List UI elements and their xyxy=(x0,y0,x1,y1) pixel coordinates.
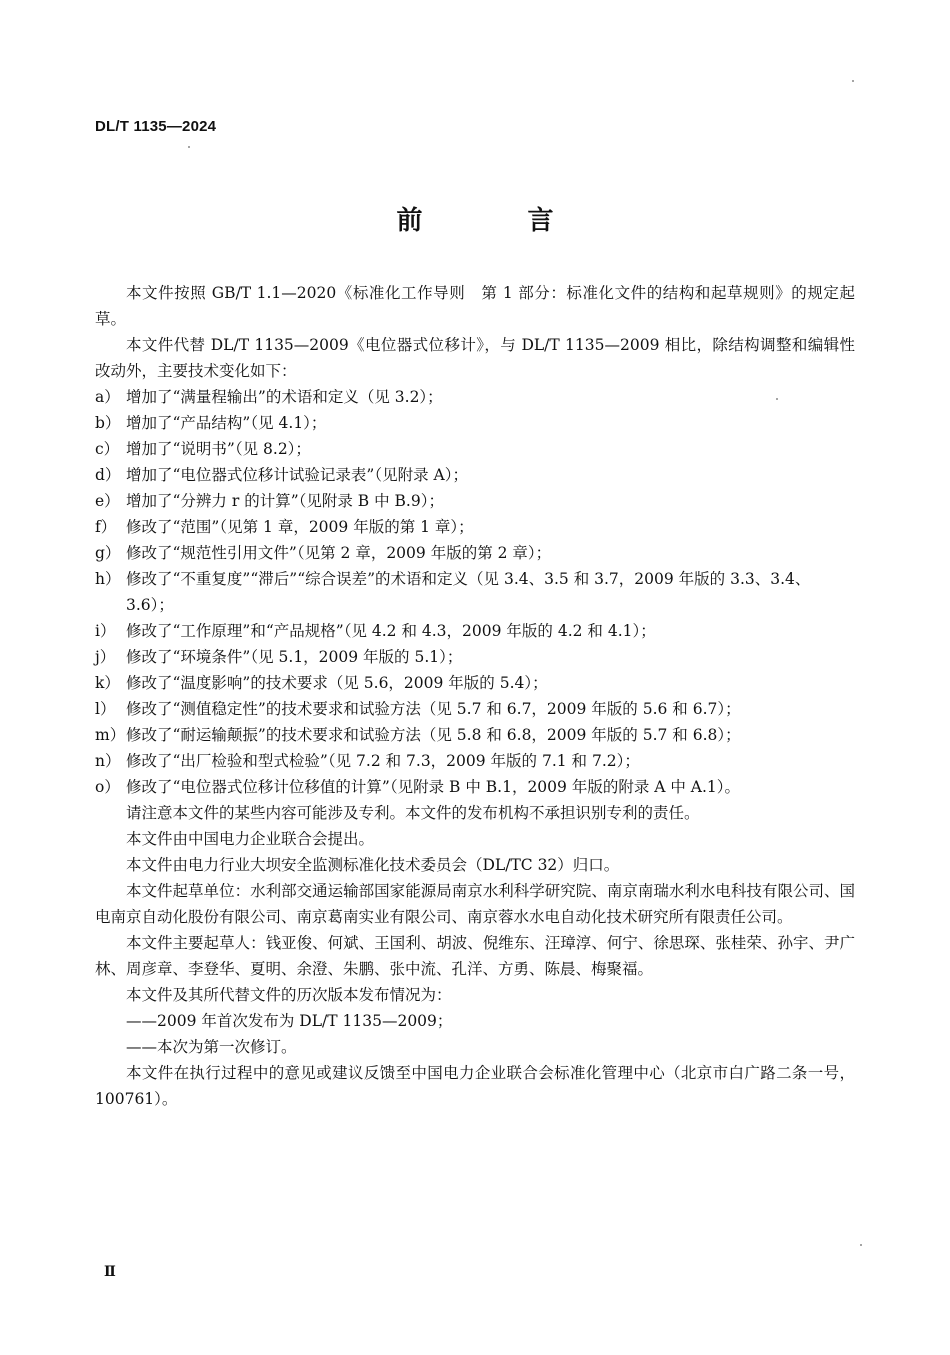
list-label: k） xyxy=(95,674,120,692)
list-item xyxy=(95,722,855,748)
page-number: Ⅱ xyxy=(104,1264,116,1280)
preface-body xyxy=(95,280,855,1112)
list-text: 修改了“测值稳定性”的技术要求和试验方法（见 5.7 和 6.7，2009 年版的 5.6 和 6.7）； xyxy=(126,700,741,718)
list-text: 增加了“电位器式位移计试验记录表”（见附录 A）； xyxy=(126,466,468,484)
committee-paragraph: 本文件由电力行业大坝安全监测标准化技术委员会（DL/TC 32）归口。 xyxy=(126,856,620,874)
list-item xyxy=(95,748,855,774)
intro-paragraph-1: 本文件按照 GB/T 1.1—2020《标准化工作导则 第 1 部分：标准化文件的结构和起草规则》的规定起草。 xyxy=(95,284,855,328)
list-text: 修改了“工作原理”和“产品规格”（见 4.2 和 4.3，2009 年版的 4.2 和 4.1）； xyxy=(126,622,656,640)
list-item xyxy=(95,566,855,618)
list-item xyxy=(95,462,855,488)
list-label: b） xyxy=(95,414,121,432)
list-text: 修改了“环境条件”（见 5.1，2009 年版的 5.1）； xyxy=(126,648,463,666)
list-item xyxy=(95,514,855,540)
list-label: l） xyxy=(95,700,116,718)
list-label: a） xyxy=(95,388,120,406)
list-text: 修改了“范围”（见第 1 章，2009 年版的第 1 章）； xyxy=(126,518,474,536)
history-intro-paragraph: 本文件及其所代替文件的历次版本发布情况为： xyxy=(126,986,452,1004)
list-label: g） xyxy=(95,544,121,562)
document-code: DL/T 1135—2024 xyxy=(95,118,217,135)
scan-speck xyxy=(188,146,190,148)
scan-speck xyxy=(852,80,854,82)
list-item xyxy=(95,540,855,566)
list-label: i） xyxy=(95,622,116,640)
page-title: 前 言 xyxy=(396,206,602,236)
proposer-paragraph: 本文件由中国电力企业联合会提出。 xyxy=(126,830,375,848)
list-item xyxy=(95,436,855,462)
list-label: d） xyxy=(95,466,121,484)
list-item xyxy=(95,696,855,722)
list-item xyxy=(95,644,855,670)
list-label: j） xyxy=(95,648,116,666)
list-text: 修改了“不重复度”“滞后”“综合误差”的术语和定义（见 3.4、3.5 和 3.7，2009 年版的 3.3、3.4、3.6）； xyxy=(126,570,811,614)
list-text: 修改了“电位器式位移计位移值的计算”（见附录 B 中 B.1，2009 年版的附录 A 中 A.1）。 xyxy=(126,778,741,796)
list-item xyxy=(95,618,855,644)
list-text: 修改了“温度影响”的技术要求（见 5.6，2009 年版的 5.4）； xyxy=(126,674,548,692)
scan-speck xyxy=(776,398,778,400)
list-item xyxy=(95,670,855,696)
list-text: 增加了“分辨力 r 的计算”（见附录 B 中 B.9）； xyxy=(126,492,444,510)
list-label: e） xyxy=(95,492,120,510)
list-text: 修改了“出厂检验和型式检验”（见 7.2 和 7.3，2009 年版的 7.1 和 7.2）； xyxy=(126,752,640,770)
list-label: o） xyxy=(95,778,120,796)
drafting-units-paragraph: 本文件起草单位：水利部交通运输部国家能源局南京水利科学研究院、南京南瑞水利水电科技有限公司、国电南京自动化股份有限公司、南京葛南实业有限公司、南京蓉水水电自动化技术研究所有限责任公司。 xyxy=(95,882,855,926)
list-label: f） xyxy=(95,518,117,536)
intro-paragraph-2: 本文件代替 DL/T 1135—2009《电位器式位移计》，与 DL/T 1135—2009 相比，除结构调整和编辑性改动外，主要技术变化如下： xyxy=(95,336,855,380)
history-item: ——本次为第一次修订。 xyxy=(126,1038,297,1056)
drafters-paragraph: 本文件主要起草人：钱亚俊、何斌、王国利、胡波、倪维东、汪璋淳、何宁、徐思琛、张桂荣、孙宇、尹广林、周彦章、李登华、夏明、余澄、朱鹏、张中流、孔洋、方勇、陈晨、梅聚福。 xyxy=(95,934,855,978)
list-text: 修改了“规范性引用文件”（见第 2 章，2009 年版的第 2 章）； xyxy=(126,544,552,562)
changes-list xyxy=(95,384,855,800)
list-label: m） xyxy=(95,726,126,744)
list-text: 修改了“耐运输颠振”的技术要求和试验方法（见 5.8 和 6.8，2009 年版的 5.7 和 6.8）； xyxy=(126,726,741,744)
list-item xyxy=(95,774,855,800)
list-label: n） xyxy=(95,752,121,770)
list-text: 增加了“满量程输出”的术语和定义（见 3.2）； xyxy=(126,388,443,406)
list-label: c） xyxy=(95,440,120,458)
list-item xyxy=(95,410,855,436)
history-item: ——2009 年首次发布为 DL/T 1135—2009； xyxy=(126,1012,453,1030)
list-item xyxy=(95,384,855,410)
scan-speck xyxy=(860,1244,862,1246)
feedback-paragraph: 本文件在执行过程中的意见或建议反馈至中国电力企业联合会标准化管理中心（北京市白广路二条一号，100761）。 xyxy=(95,1064,855,1108)
list-label: h） xyxy=(95,570,121,588)
list-text: 增加了“产品结构”（见 4.1）； xyxy=(126,414,327,432)
list-text: 增加了“说明书”（见 8.2）； xyxy=(126,440,311,458)
patent-notice: 请注意本文件的某些内容可能涉及专利。本文件的发布机构不承担识别专利的责任。 xyxy=(126,804,700,822)
list-item xyxy=(95,488,855,514)
